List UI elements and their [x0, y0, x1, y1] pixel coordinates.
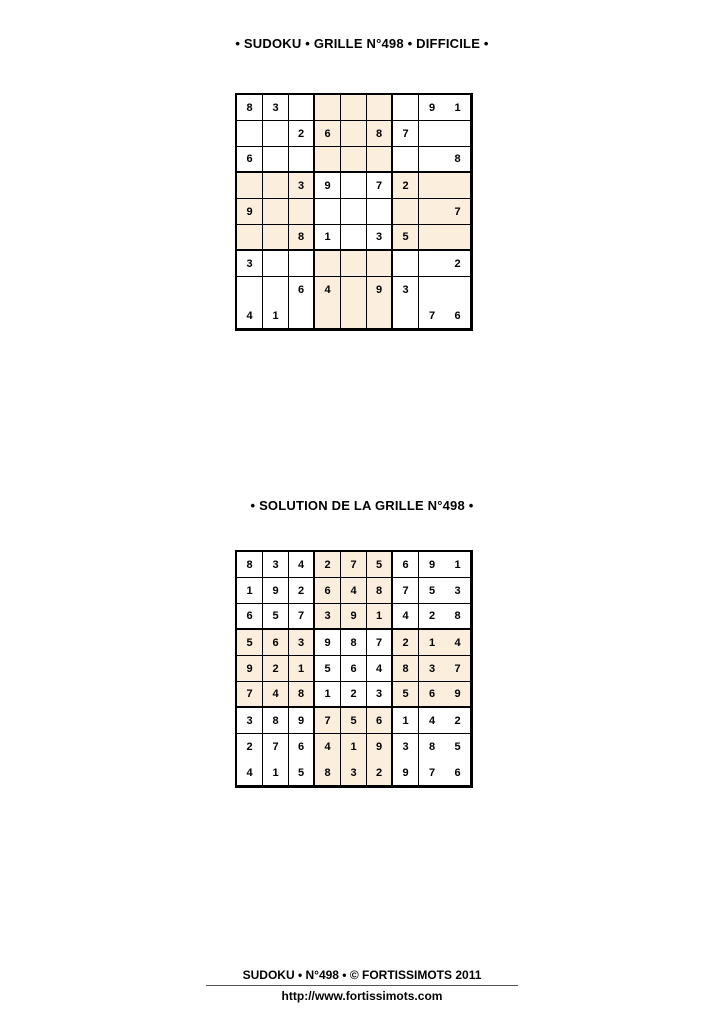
puzzle-cell: [341, 277, 367, 303]
solution-cell: 9: [289, 708, 315, 734]
solution-cell: 7: [393, 578, 419, 604]
puzzle-cell: [393, 251, 419, 277]
puzzle-cell: [419, 199, 445, 225]
puzzle-cell: [419, 147, 445, 173]
puzzle-cell: [341, 303, 367, 329]
solution-cell: 5: [315, 656, 341, 682]
puzzle-cell: [419, 277, 445, 303]
puzzle-title: • SUDOKU • GRILLE N°498 • DIFFICILE •: [235, 36, 489, 51]
puzzle-cell: 9: [237, 199, 263, 225]
solution-cell: 8: [341, 630, 367, 656]
puzzle-cell: [237, 277, 263, 303]
puzzle-cell: [289, 95, 315, 121]
solution-cell: 3: [445, 578, 471, 604]
puzzle-cell: [445, 121, 471, 147]
solution-cell: 7: [419, 760, 445, 786]
puzzle-cell: [315, 95, 341, 121]
solution-cell: 4: [393, 604, 419, 630]
solution-cell: 8: [315, 760, 341, 786]
solution-cell: 2: [237, 734, 263, 760]
puzzle-cell: 4: [315, 277, 341, 303]
solution-cell: 7: [445, 656, 471, 682]
puzzle-cell: [445, 173, 471, 199]
puzzle-cell: [445, 277, 471, 303]
puzzle-cell: [289, 251, 315, 277]
puzzle-cell: [367, 199, 393, 225]
puzzle-cell: [289, 199, 315, 225]
puzzle-cell: [263, 121, 289, 147]
puzzle-cell: [315, 199, 341, 225]
solution-cell: 8: [367, 578, 393, 604]
puzzle-cell: [341, 147, 367, 173]
solution-cell: 6: [341, 656, 367, 682]
solution-cell: 8: [263, 708, 289, 734]
solution-cell: 1: [237, 578, 263, 604]
solution-cell: 5: [237, 630, 263, 656]
solution-cell: 9: [237, 656, 263, 682]
solution-cell: 3: [315, 604, 341, 630]
solution-cell: 1: [263, 760, 289, 786]
puzzle-cell: 1: [315, 225, 341, 251]
puzzle-cell: 1: [445, 95, 471, 121]
puzzle-cell: [367, 251, 393, 277]
solution-cell: 6: [263, 630, 289, 656]
solution-grid: [235, 550, 473, 788]
puzzle-cell: [263, 147, 289, 173]
puzzle-cell: [341, 225, 367, 251]
solution-cell: 4: [445, 630, 471, 656]
solution-cell: 6: [367, 708, 393, 734]
puzzle-cell: 6: [445, 303, 471, 329]
puzzle-cell: [393, 147, 419, 173]
solution-cell: 7: [341, 552, 367, 578]
solution-cell: 5: [419, 578, 445, 604]
solution-cell: 2: [289, 578, 315, 604]
puzzle-cell: 5: [393, 225, 419, 251]
solution-cell: 6: [237, 604, 263, 630]
solution-cell: 5: [289, 760, 315, 786]
solution-cell: 5: [393, 682, 419, 708]
puzzle-cell: [315, 251, 341, 277]
puzzle-cell: 7: [393, 121, 419, 147]
puzzle-cell: [445, 225, 471, 251]
puzzle-cell: [315, 303, 341, 329]
solution-cell: 1: [419, 630, 445, 656]
solution-cell: 9: [445, 682, 471, 708]
puzzle-cell: 7: [367, 173, 393, 199]
puzzle-cell: [341, 251, 367, 277]
puzzle-cell: [341, 199, 367, 225]
solution-cell: 3: [289, 630, 315, 656]
solution-cell: 4: [341, 578, 367, 604]
puzzle-cell: 8: [445, 147, 471, 173]
puzzle-cell: 3: [393, 277, 419, 303]
solution-cell: 6: [393, 552, 419, 578]
puzzle-cell: [419, 121, 445, 147]
puzzle-cell: 4: [237, 303, 263, 329]
solution-cell: 3: [367, 682, 393, 708]
solution-cell: 2: [367, 760, 393, 786]
puzzle-cell: [341, 121, 367, 147]
puzzle-cell: 3: [289, 173, 315, 199]
puzzle-cell: [237, 225, 263, 251]
puzzle-cell: 1: [263, 303, 289, 329]
solution-cell: 9: [341, 604, 367, 630]
puzzle-grid: [235, 93, 473, 331]
solution-cell: 5: [263, 604, 289, 630]
puzzle-cell: [263, 199, 289, 225]
solution-cell: 3: [263, 552, 289, 578]
solution-cell: 4: [315, 734, 341, 760]
puzzle-cell: [393, 95, 419, 121]
solution-cell: 9: [367, 734, 393, 760]
solution-cell: 4: [289, 552, 315, 578]
solution-cell: 4: [367, 656, 393, 682]
puzzle-cell: 6: [289, 277, 315, 303]
puzzle-cell: 2: [445, 251, 471, 277]
puzzle-cell: [341, 173, 367, 199]
puzzle-cell: [419, 225, 445, 251]
solution-cell: 1: [341, 734, 367, 760]
puzzle-cell: [263, 251, 289, 277]
solution-cell: 2: [445, 708, 471, 734]
puzzle-cell: 2: [393, 173, 419, 199]
puzzle-cell: 9: [419, 95, 445, 121]
puzzle-cell: [341, 95, 367, 121]
solution-cell: 6: [445, 760, 471, 786]
puzzle-cell: [289, 303, 315, 329]
solution-cell: 7: [367, 630, 393, 656]
solution-title: • SOLUTION DE LA GRILLE N°498 •: [250, 498, 474, 513]
puzzle-cell: [263, 173, 289, 199]
solution-cell: 6: [289, 734, 315, 760]
puzzle-cell: [367, 147, 393, 173]
footer-divider: [206, 985, 518, 986]
solution-cell: 8: [445, 604, 471, 630]
puzzle-cell: 2: [289, 121, 315, 147]
solution-cell: 9: [263, 578, 289, 604]
footer-copyright: SUDOKU • N°498 • © FORTISSIMOTS 2011: [242, 968, 482, 982]
solution-cell: 9: [315, 630, 341, 656]
puzzle-cell: 6: [315, 121, 341, 147]
solution-cell: 3: [341, 760, 367, 786]
solution-cell: 6: [419, 682, 445, 708]
solution-cell: 8: [289, 682, 315, 708]
solution-cell: 7: [289, 604, 315, 630]
puzzle-cell: 3: [237, 251, 263, 277]
puzzle-cell: 3: [263, 95, 289, 121]
solution-cell: 3: [419, 656, 445, 682]
solution-cell: 2: [393, 630, 419, 656]
solution-cell: 5: [445, 734, 471, 760]
solution-cell: 1: [367, 604, 393, 630]
solution-cell: 2: [419, 604, 445, 630]
solution-cell: 2: [341, 682, 367, 708]
puzzle-cell: [367, 95, 393, 121]
solution-cell: 9: [419, 552, 445, 578]
solution-cell: 7: [315, 708, 341, 734]
solution-cell: 2: [263, 656, 289, 682]
solution-cell: 8: [419, 734, 445, 760]
puzzle-cell: [315, 147, 341, 173]
solution-cell: 1: [315, 682, 341, 708]
puzzle-cell: 9: [315, 173, 341, 199]
puzzle-cell: [237, 121, 263, 147]
solution-cell: 4: [419, 708, 445, 734]
solution-cell: 6: [315, 578, 341, 604]
solution-cell: 3: [237, 708, 263, 734]
puzzle-cell: [419, 251, 445, 277]
solution-cell: 7: [263, 734, 289, 760]
solution-cell: 8: [237, 552, 263, 578]
puzzle-cell: [419, 173, 445, 199]
puzzle-cell: [367, 303, 393, 329]
solution-cell: 2: [315, 552, 341, 578]
solution-cell: 9: [393, 760, 419, 786]
solution-cell: 1: [393, 708, 419, 734]
solution-cell: 4: [237, 760, 263, 786]
puzzle-cell: 9: [367, 277, 393, 303]
solution-cell: 5: [367, 552, 393, 578]
puzzle-cell: 7: [445, 199, 471, 225]
puzzle-cell: 3: [367, 225, 393, 251]
solution-cell: 8: [393, 656, 419, 682]
solution-cell: 1: [445, 552, 471, 578]
puzzle-cell: [263, 225, 289, 251]
solution-cell: 7: [237, 682, 263, 708]
puzzle-cell: 6: [237, 147, 263, 173]
puzzle-cell: 7: [419, 303, 445, 329]
footer-url: http://www.fortissimots.com: [281, 989, 443, 1003]
solution-cell: 5: [341, 708, 367, 734]
puzzle-cell: [263, 277, 289, 303]
puzzle-cell: 8: [367, 121, 393, 147]
puzzle-cell: [393, 199, 419, 225]
puzzle-cell: 8: [237, 95, 263, 121]
solution-cell: 3: [393, 734, 419, 760]
solution-cell: 1: [289, 656, 315, 682]
puzzle-cell: [237, 173, 263, 199]
puzzle-cell: [393, 303, 419, 329]
puzzle-cell: 8: [289, 225, 315, 251]
solution-cell: 4: [263, 682, 289, 708]
puzzle-cell: [289, 147, 315, 173]
